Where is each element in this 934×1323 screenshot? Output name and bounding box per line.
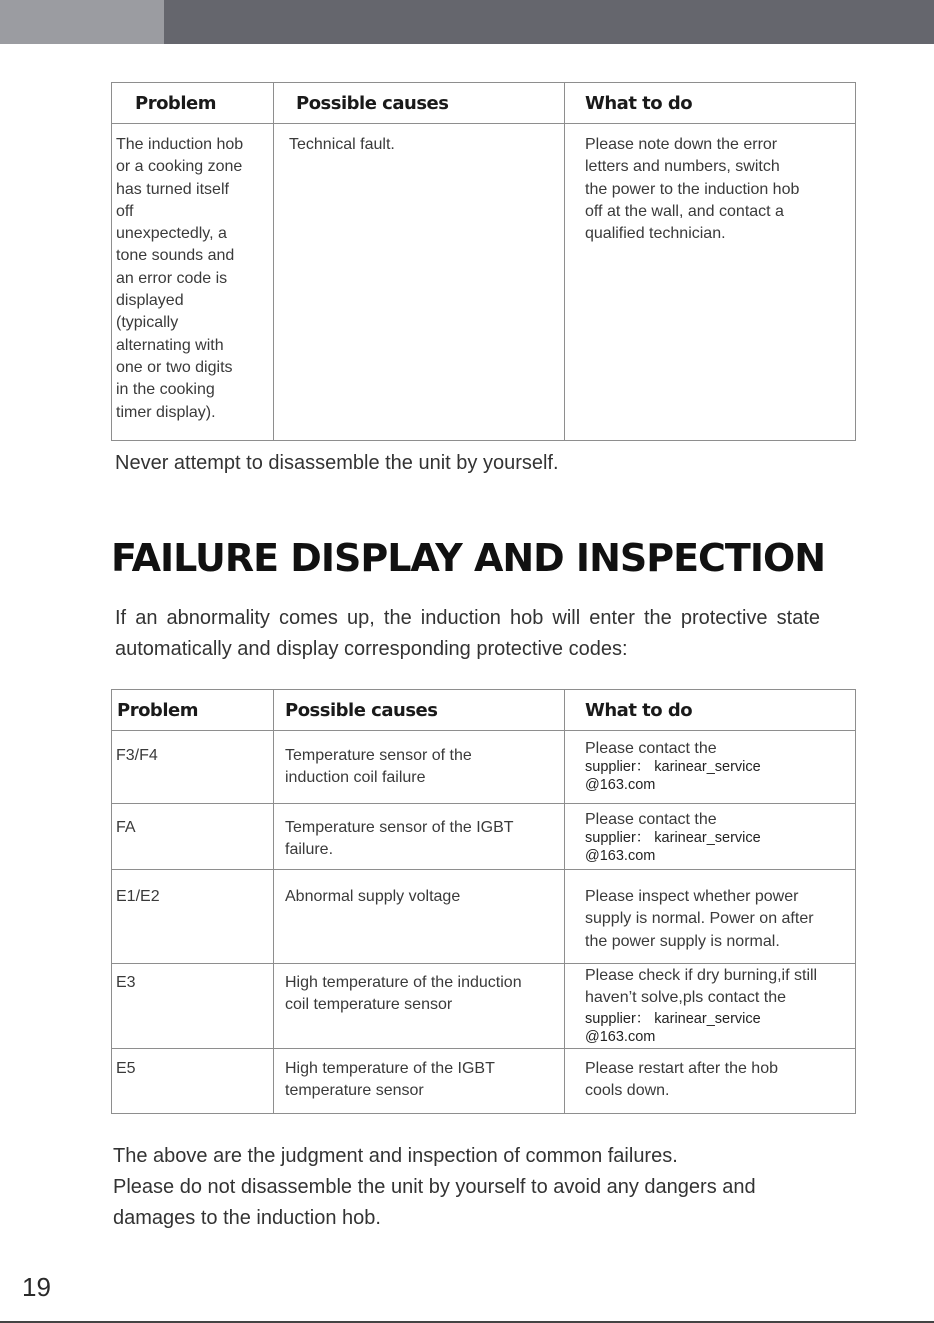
action-line: haven’t solve,pls contact the <box>585 989 787 1007</box>
action-text <box>565 870 855 953</box>
action-line: qualified technician. <box>585 225 726 243</box>
cause-cell <box>274 964 565 1049</box>
cause-line: temperature sensor <box>285 1082 424 1100</box>
safety-note: Never attempt to disassemble the unit by yourself. <box>115 452 559 474</box>
closing-line: Please do not disassemble the unit by yourself to avoid any dangers and <box>113 1176 756 1198</box>
action-line: the power to the induction hob <box>585 180 800 198</box>
table-row <box>112 804 856 870</box>
cause-text <box>274 870 564 908</box>
cause-line: Temperature sensor of the <box>285 747 472 764</box>
failure-codes-table <box>111 689 856 1114</box>
header-bar-left <box>0 0 164 44</box>
table-header-row <box>112 690 856 731</box>
action-line: cools down. <box>585 1082 670 1100</box>
supplier-line: supplier： karinear_service <box>585 1010 761 1027</box>
problem-line: one or two digits <box>116 358 233 376</box>
action-text <box>565 1049 855 1103</box>
intro-paragraph: If an abnormality comes up, the induction hob will enter the protective state automatically and display corresponding protective codes: <box>115 607 820 660</box>
action-cell <box>565 1049 856 1114</box>
closing-line: The above are the judgment and inspection of common failures. <box>113 1145 678 1167</box>
cause-text <box>274 964 564 1017</box>
action-line: off at the wall, and contact a <box>585 202 784 220</box>
header-problem: Problem <box>112 690 274 731</box>
action-cell <box>565 124 856 441</box>
problem-line: displayed <box>116 292 184 310</box>
action-line: Please contact the <box>585 811 717 828</box>
problem-line: timer display). <box>116 403 216 421</box>
page-number: 19 <box>22 1272 51 1302</box>
error-code: E5 <box>116 1060 136 1077</box>
error-code: E1/E2 <box>116 888 160 905</box>
action-line: Please inspect whether power <box>585 888 799 905</box>
cause-line: induction coil failure <box>285 769 426 787</box>
problem-line: tone sounds and <box>116 247 235 265</box>
cause-text <box>274 804 564 862</box>
cause-line: Abnormal supply voltage <box>285 888 461 905</box>
code-cell <box>112 870 274 964</box>
action-line: Please restart after the hob <box>585 1060 778 1077</box>
table-row <box>112 870 856 964</box>
supplier-line: supplier： karinear_service <box>585 830 761 846</box>
problem-line: alternating with <box>116 336 224 354</box>
error-code: FA <box>116 819 136 836</box>
action-line: supply is normal. Power on after <box>585 910 814 928</box>
supplier-email: @163.com <box>585 777 656 793</box>
cause-text: Technical fault. <box>289 136 395 153</box>
header-what-to-do: What to do <box>565 690 856 731</box>
header-possible-causes: Possible causes <box>274 83 565 124</box>
closing-paragraph <box>113 1141 833 1234</box>
closing-line: damages to the induction hob. <box>113 1207 381 1229</box>
problem-line: an error code is <box>116 269 228 287</box>
code-cell <box>112 731 274 804</box>
code-cell <box>112 1049 274 1114</box>
header-what-to-do: What to do <box>565 83 856 124</box>
action-text <box>565 124 855 245</box>
action-line: the power supply is normal. <box>585 932 780 950</box>
action-text <box>565 964 855 1046</box>
cause-cell <box>274 804 565 870</box>
supplier-line: supplier： karinear_service <box>585 759 761 775</box>
action-text <box>565 731 855 794</box>
action-cell <box>565 731 856 804</box>
troubleshooting-table <box>111 82 856 441</box>
supplier-email: @163.com <box>585 1028 656 1045</box>
cause-line: coil temperature sensor <box>285 996 453 1014</box>
problem-line: unexpectedly, a <box>116 225 227 243</box>
action-cell <box>565 870 856 964</box>
table-row <box>112 124 856 441</box>
problem-text <box>112 124 273 424</box>
table-header-row <box>112 83 856 124</box>
action-line: Please check if dry burning,if still <box>585 967 818 984</box>
action-cell <box>565 964 856 1049</box>
problem-line: The induction hob <box>116 136 244 153</box>
header-problem: Problem <box>112 83 274 124</box>
problem-line: (typically <box>116 314 179 332</box>
table-row <box>112 964 856 1049</box>
problem-line: has turned itself <box>116 180 229 198</box>
action-text <box>565 804 855 865</box>
cause-cell <box>274 731 565 804</box>
cause-cell <box>274 870 565 964</box>
cause-text <box>274 731 564 790</box>
action-line: letters and numbers, switch <box>585 158 780 176</box>
header-possible-causes: Possible causes <box>274 690 565 731</box>
table-row <box>112 731 856 804</box>
problem-cell <box>112 124 274 441</box>
cause-cell <box>274 124 565 441</box>
table-row <box>112 1049 856 1114</box>
action-line: Please note down the error <box>585 136 778 153</box>
action-line: Please contact the <box>585 740 717 757</box>
problem-line: in the cooking <box>116 381 215 399</box>
cause-line: Temperature sensor of the IGBT <box>285 819 514 836</box>
cause-text <box>274 1049 564 1103</box>
code-cell <box>112 964 274 1049</box>
cause-line: High temperature of the IGBT <box>285 1060 495 1077</box>
code-cell <box>112 804 274 870</box>
error-code: E3 <box>116 974 136 991</box>
problem-line: or a cooking zone <box>116 158 243 176</box>
cause-line: High temperature of the induction <box>285 974 522 991</box>
problem-line: off <box>116 202 134 220</box>
supplier-email: @163.com <box>585 848 656 864</box>
cause-cell <box>274 1049 565 1114</box>
cause-line: failure. <box>285 841 334 859</box>
header-bar-right <box>164 0 934 44</box>
error-code: F3/F4 <box>116 747 158 764</box>
section-heading: FAILURE DISPLAY AND INSPECTION <box>111 536 826 580</box>
action-cell <box>565 804 856 870</box>
